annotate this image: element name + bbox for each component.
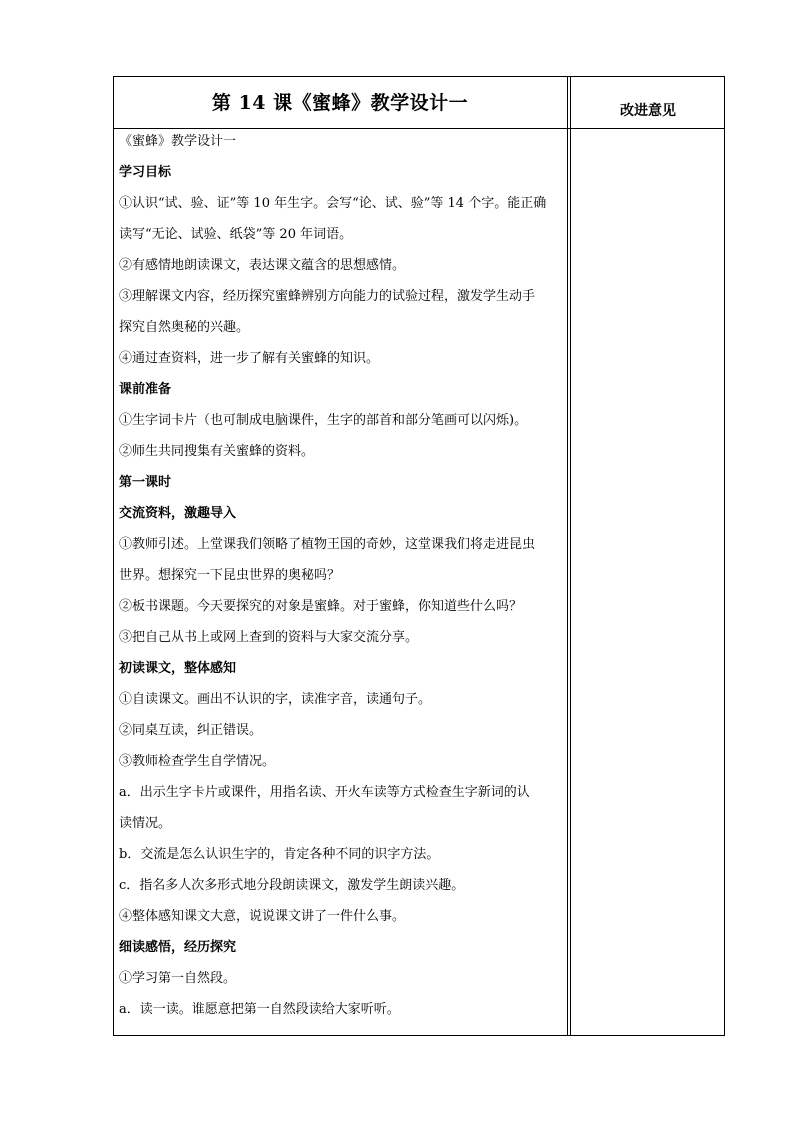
body-line: a．出示生字卡片或课件，用指名读、开火车读等方式检查生字新词的认 xyxy=(119,785,530,800)
body-line: ①学习第一自然段。 xyxy=(119,971,237,986)
body-line: 读写“无论、试验、纸袋”等 20 年词语。 xyxy=(119,227,353,242)
body-line: 读情况。 xyxy=(119,816,172,831)
body-line: ①生字词卡片（也可制成电脑课件，生字的部首和部分笔画可以闪烁)。 xyxy=(119,413,528,428)
body-line: ③把自己从书上或网上查到的资料与大家交流分享。 xyxy=(119,630,419,645)
section-heading: 课前准备 xyxy=(119,382,172,397)
body-line: a．读一读。谁愿意把第一自然段读给大家听听。 xyxy=(119,1002,400,1017)
body-line: ①自读课文。画出不认识的字，读准字音，读通句子。 xyxy=(119,692,432,707)
body-line: ④整体感知课文大意，说说课文讲了一件什么事。 xyxy=(119,909,406,924)
body-line: 《蜜蜂》教学设计一 xyxy=(119,134,237,149)
body-line: ①认识“试、验、证”等 10 年生字。会写“论、试、验”等 14 个字。能正确 xyxy=(119,196,547,211)
body-line: b．交流是怎么认识生字的，肯定各种不同的识字方法。 xyxy=(119,847,440,862)
section-heading: 交流资料，激趣导入 xyxy=(119,506,237,521)
body-line: ②有感情地朗读课文，表达课文蕴含的思想感情。 xyxy=(119,258,406,273)
section-heading: 学习目标 xyxy=(119,165,172,180)
body-line: ④通过查资料，进一步了解有关蜜蜂的知识。 xyxy=(119,351,380,366)
section-heading: 第一课时 xyxy=(119,475,172,490)
body-line: c．指名多人次多形式地分段朗读课文，激发学生朗读兴趣。 xyxy=(119,878,465,893)
section-heading: 初读课文，整体感知 xyxy=(119,661,237,676)
body-line: ③理解课文内容，经历探究蜜蜂辨别方向能力的试验过程，激发学生动手 xyxy=(119,289,536,304)
body-line: 探究自然奥秘的兴趣。 xyxy=(119,320,250,335)
improvement-notes-header: 改进意见 xyxy=(620,103,676,119)
body-line: ③教师检查学生自学情况。 xyxy=(119,754,276,769)
header-row-divider xyxy=(113,128,725,129)
column-divider xyxy=(567,76,571,1036)
body-line: 世界。想探究一下昆虫世界的奥秘吗？ xyxy=(119,568,341,583)
document-title: 第 14 课《蜜蜂》教学设计一 xyxy=(211,92,469,114)
body-line: ②同桌互读，纠正错误。 xyxy=(119,723,263,738)
body-line: ②师生共同搜集有关蜜蜂的资料。 xyxy=(119,444,315,459)
lesson-plan-table xyxy=(113,76,727,1038)
body-line: ②板书课题。今天要探究的对象是蜜蜂。对于蜜蜂，你知道些什么吗？ xyxy=(119,599,523,614)
body-line: ①教师引述。上堂课我们领略了植物王国的奇妙，这堂课我们将走进昆虫 xyxy=(119,537,536,552)
section-heading: 细读感悟，经历探究 xyxy=(119,940,237,955)
